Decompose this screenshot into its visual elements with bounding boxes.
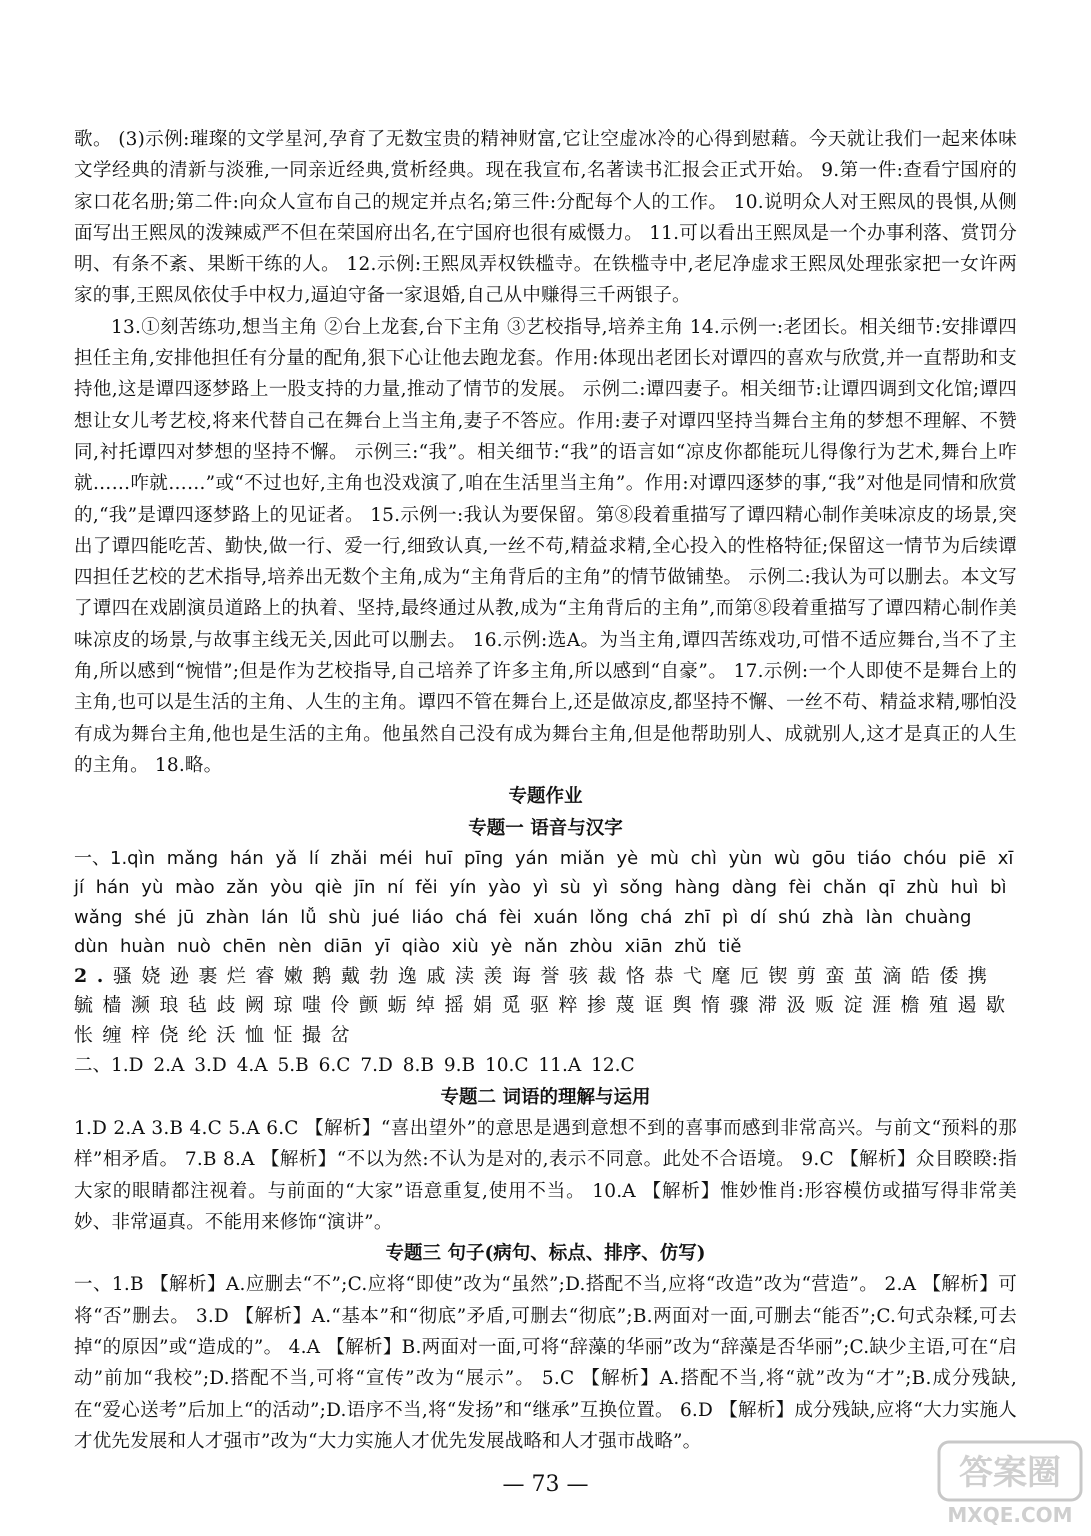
watermark-top-text: 答案圈 [959, 1453, 1061, 1493]
topic3-title: 专题三 句子(病句、标点、排序、仿写) [385, 1243, 706, 1265]
topic1-chars-label: 2. [74, 964, 113, 987]
watermark-logo [935, 1438, 1085, 1530]
watermark-bottom-text: MXQE.COM [947, 1503, 1073, 1527]
section-title: 专题作业 [508, 786, 583, 808]
topic2-title: 专题二 词语的理解与运用 [440, 1086, 651, 1108]
answer-paragraph-1: 歌。 (3)示例:璀璨的文学星河,孕育了无数宝贵的精神财富,它让空虚冰冷的心得到慰藉。今天就让我们一起来体味文学经典的清新与淡雅,一同亲近经典,赏析经典。现在我宣布,名著读书汇报会正式开始。 9.第一件:查看宁国府的家口花名册;第二件:向众人宣布自己的规定并点名;第三件:分配每个人的工作。 10.说明众人对王熙凤的畏惧,从侧面写出王熙凤的泼辣威严不但在荣国府出名,在宁国府也很有威慑力。 11.可以看出王熙凤是一个办事利落、赏罚分明、有条不紊、果断干练的人。 12.示例:王熙凤弄权铁槛寺。在铁槛寺中,老尼净虚求王熙凤处理张家把一女许两家的事,王熙凤依仗手中权力,逼迫守备一家退婚,自己从中赚得三千两银子。 [74, 129, 1017, 307]
topic1-answers: 二、1.D 2.A 3.D 4.A 5.B 6.C 7.D 8.B 9.B 10.C 11.A 12.C [74, 1055, 635, 1077]
answer-paragraph-2: 13.①刻苦练功,想当主角 ②台上龙套,台下主角 ③艺校指导,培养主角 14.示例一:老团长。相关细节:安排谭四担任主角,安排他担任有分量的配角,狠下心让他去跑龙套。作用:体现出老团长对谭四的喜欢与欣赏,并一直帮助和支持他,这是谭四逐梦路上一股支持的力量,推动了情节的发展。 示例二:谭四妻子。相关细节:让谭四调到文化馆;谭四想让女儿考艺校,将来代替自己在舞台上当主角,妻子不答应。作用:妻子对谭四坚持当舞台主角的梦想不理解、不赞同,衬托谭四对梦想的坚持不懈。 示例三:“我”。相关细节:“我”的语言如“凉皮你都能玩儿得像行为艺术,舞台上咋就……咋就……”或“不过也好,主角也没戏演了,咱在生活里当主角”。作用:对谭四逐梦的事,“我”对他是同情和欣赏的,“我”是谭四逐梦路上的见证者。 15.示例一:我认为要保留。第⑧段着重描写了谭四精心制作美味凉皮的场景,突出了谭四能吃苦、勤快,做一行、爱一行,细致认真,一丝不苟,精益求精,全心投入的性格特征;保留这一情节为后续谭四担任艺校的艺术指导,培养出无数个主角,成为“主角背后的主角”的情节做铺垫。 示例二:我认为可以删去。本文写了谭四在戏剧演员道路上的执着、坚持,最终通过从教,成为“主角背后的主角”,而第⑧段着重描写了谭四精心制作美味凉皮的场景,与故事主线无关,因此可以删去。 16.示例:选A。为当主角,谭四苦练戏功,可惜不适应舞台,当不了主角,所以感到“惋惜”;但是作为艺校指导,自己培养了许多主角,所以感到“自豪”。 17.示例:一个人即使不是舞台上的主角,也可以是生活的主角、人生的主角。谭四不管在舞台上,还是做凉皮,都坚持不懈、一丝不苟、精益求精,哪怕没有成为舞台主角,他也是生活的主角。他虽然自己没有成为舞台主角,但是他帮助别人、成就别人,这才是真正的人生的主角。 18.略。 [74, 316, 1017, 776]
page-number: — 73 — [502, 1472, 589, 1497]
topic3-text: 一、1.B 【解析】A.应删去“不”;C.应将“即使”改为“虽然”;D.搭配不当,应将“改造”改为“营造”。 2.A 【解析】可将“否”删去。 3.D 【解析】A.“基本”和“彻底”矛盾,可删去“彻底”;B.两面对一面,可删去“能否”;C.句式杂糅,可去掉“的原因”或“造成的”。 4.A 【解析】B.两面对一面,可将“辞藻的华丽”改为“辞藻是否华丽”;C.缺少主语,可在“启动”前加“我校”;D.搭配不当,可将“宣传”改为“展示”。 5.C 【解析】A.搭配不当,将“就”改为“才”;B.成分残缺,在“爱心送考”后加上“的活动”;D.语序不当,将“发扬”和“继承”互换位置。 6.D 【解析】成分残缺,应将“大力实施人才优先发展和人才强市”改为“大力实施人才优先发展战略和人才强市战略”。 [74, 1274, 1017, 1452]
topic2-text: 1.D 2.A 3.B 4.C 5.A 6.C 【解析】“喜出望外”的意思是遇到意想不到的喜事而感到非常高兴。与前文“预料的那样”相矛盾。 7.B 8.A 【解析】“不以为然:不认为是对的,表示不同意。此处不合语境。 9.C 【解析】众目睽睽:指大家的眼睛都注视着。与前面的“大家”语意重复,使用不当。 10.A 【解析】惟妙惟肖:形容模仿或描写得非常美妙、非常逼真。不能用来修饰“演讲”。 [74, 1117, 1017, 1233]
topic1-characters [74, 962, 1017, 1051]
topic1-pinyin: 一、1.qìn mǎng hán yǎ lí zhǎi méi huī pīng yán miǎn yè mù chì yùn wù gōu tiáo chóu piē xī jí hán yù mào zǎn yòu qiè jīn ní fěi yín yào yì sù yì sǒng hàng dàng fèi chǎn qī zhù huì bì wǎng shé jū zhàn lán lǚ shù jué liáo chá fèi xuán lǒng chá zhī pì dí shú zhà làn chuàng dùn huàn nuò chēn nèn diān yī qiào xiù yè nǎn zhòu xiān zhǔ tiě [74, 847, 1014, 958]
topic1-title: 专题一 语音与汉字 [468, 817, 623, 839]
topic1-chars-text: 骚娆逊裹烂睿嫩鹅戴勃逸戚渎羡诲誉骇裁恪恭弋麾厄锲剪蛮茧滴皓倭携毓樯濒琅毡歧阙琼嗤伶颤蛎绰摇娟觅驱粹掺蔑诓舆惰骤滞汲贩淀涯檐殖遏歇怅缠梓侥纶沃恤怔撮岔 [74, 964, 1015, 1046]
